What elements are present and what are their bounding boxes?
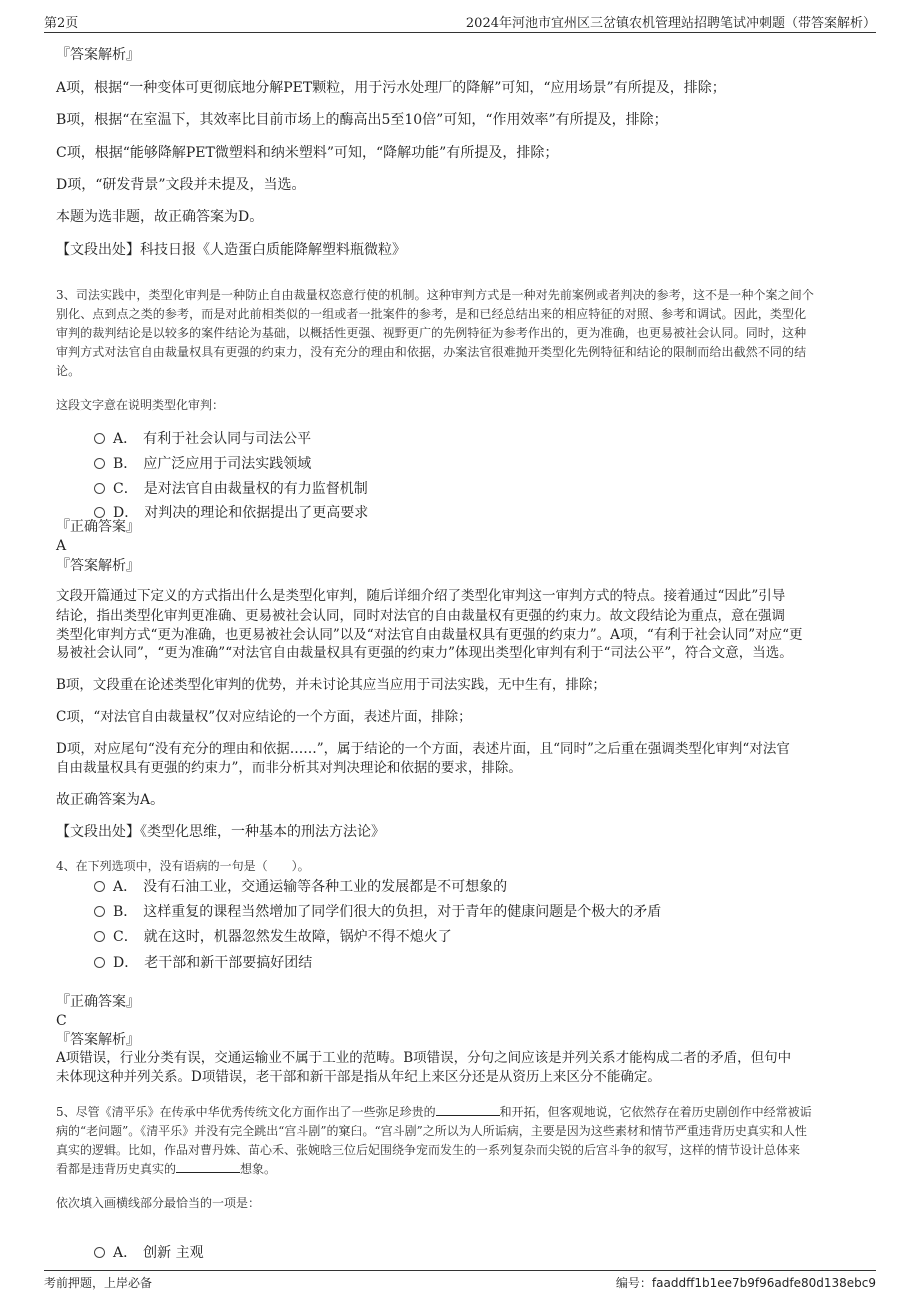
q4-question: 4、在下列选项中，没有语病的一句是（ ）。 — [56, 859, 310, 873]
radio-icon[interactable] — [94, 931, 105, 942]
q3-option-b[interactable]: B． 应广泛应用于司法实践领域 — [94, 454, 311, 474]
q5-stem-line-2: 病的“老问题”。《清平乐》并没有完全跳出“宫斗剧”的窠臼。“宫斗剧”之所以为人所诟病，主要是因为这些素材和情节严重违背历史真实和人性 — [56, 1124, 807, 1138]
q4-option-b[interactable]: B． 这样重复的课程当然增加了同学们很大的负担，对于青年的健康问题是个极大的矛盾 — [94, 902, 661, 922]
q5-stem-line-4: 看都是违背历史真实的 想象。 — [56, 1162, 277, 1176]
q2-source: 【文段出处】科技日报《人造蛋白质能降解塑料瓶微粒》 — [56, 242, 406, 258]
document-code: 编号：faaddff1b1ee7b9f96adfe80d138ebc9 — [615, 1276, 876, 1290]
q3-prompt: 这段文字意在说明类型化审判： — [56, 398, 225, 412]
radio-icon[interactable] — [94, 507, 105, 518]
radio-icon[interactable] — [94, 906, 105, 917]
q5-option-a[interactable]: A． 创新 主观 — [94, 1243, 204, 1263]
q2-analysis-label: 『答案解析』 — [56, 47, 140, 63]
q3-stem-line-1: 3、司法实践中，类型化审判是一种防止自由裁量权恣意行使的机制。这种审判方式是一种对先前案例或者判决的参考，这不是一种个案之间个 — [56, 288, 814, 302]
q5-stem-line-3: 真实的逻辑。比如，作品对曹丹姝、苗心禾、张婉晗三位后妃围绕争宠而发生的一系列复杂而尖锐的后宫斗争的叙写，这样的情节设计总体来 — [56, 1143, 801, 1157]
radio-icon[interactable] — [94, 881, 105, 892]
q3-analysis-d-line-1: D项，对应尾句“没有充分的理由和依据……”，属于结论的一个方面，表述片面，且“同时”之后重在强调类型化审判“对法官 — [56, 741, 790, 757]
q4-option-d[interactable]: D． 老干部和新干部要搞好团结 — [94, 953, 312, 973]
q3-correct-answer: A — [56, 538, 67, 554]
q3-analysis-label: 『答案解析』 — [56, 558, 140, 574]
q5-stem-line-1: 5、尽管《清平乐》在传承中华优秀传统文化方面作出了一些弥足珍贵的 和开拓，但客观地说，它依然存在着历史剧创作中经常被诟 — [56, 1105, 812, 1119]
fill-blank-2 — [176, 1160, 240, 1173]
q3-stem-line-4: 审判方式对法官自由裁量权具有更强的约束力，没有充分的理由和依据，办案法官很难抛开类型化先例特征和结论的限制而给出截然不同的结 — [56, 345, 807, 359]
q3-analysis-p1-line-1: 文段开篇通过下定义的方式指出什么是类型化审判，随后详细介绍了类型化审判这一审判方式的特点。接着通过“因此”引导 — [56, 588, 786, 604]
q3-analysis-p1-line-3: 类型化审判方式“更为准确，也更易被社会认同”以及“对法官自由裁量权具有更强的约束力”。A项，“有利于社会认同”对应“更 — [56, 627, 803, 643]
page-number: 第2页 — [44, 16, 79, 31]
q2-analysis-b: B项，根据“在室温下，其效率比目前市场上的酶高出5至10倍”可知，“作用效率”有所提及，排除； — [56, 112, 668, 128]
q4-option-a[interactable]: A． 没有石油工业，交通运输等各种工业的发展都是不可想象的 — [94, 877, 507, 897]
q3-stem-line-5: 论。 — [56, 364, 81, 378]
document-title: 2024年河池市宜州区三岔镇农机管理站招聘笔试冲刺题（带答案解析） — [465, 16, 876, 31]
q2-analysis-a: A项，根据“一种变体可更彻底地分解PET颗粒，用于污水处理厂的降解”可知，“应用场景”有所提及，排除； — [56, 80, 726, 96]
q2-analysis-d: D项，“研发背景”文段并未提及，当选。 — [56, 177, 306, 193]
q3-stem-line-2: 别化、点到点之类的参考，而是对此前相类似的一组或者一批案件的参考，是和已经总结出来的相应特征的对照、参考和调试。因此，类型化 — [56, 307, 807, 321]
radio-icon[interactable] — [94, 1247, 105, 1258]
page-header — [44, 10, 876, 33]
page-footer — [44, 1270, 876, 1291]
q3-option-a[interactable]: A． 有利于社会认同与司法公平 — [94, 429, 311, 449]
q4-analysis-line-1: A项错误，行业分类有误，交通运输业不属于工业的范畴。B项错误，分句之间应该是并列关系才能构成二者的矛盾，但句中 — [56, 1050, 792, 1066]
q3-option-c[interactable]: C． 是对法官自由裁量权的有力监督机制 — [94, 479, 368, 499]
q2-analysis-c: C项，根据“能够降解PET微塑料和纳米塑料”可知，“降解功能”有所提及，排除； — [56, 145, 559, 161]
q3-correct-label: 『正确答案』 — [56, 519, 140, 535]
radio-icon[interactable] — [94, 433, 105, 444]
q5-prompt: 依次填入画横线部分最恰当的一项是： — [56, 1196, 261, 1210]
q4-analysis-line-2: 未体现这种并列关系。D项错误，老干部和新干部是指从年纪上来区分还是从资历上来区分不能确定。 — [56, 1069, 661, 1085]
q3-analysis-c: C项，“对法官自由裁量权”仅对应结论的一个方面，表述片面，排除； — [56, 709, 472, 725]
q3-analysis-d-line-2: 自由裁量权具有更强的约束力”，而非分析其对判决理论和依据的要求，排除。 — [56, 760, 522, 776]
q3-conclusion: 故正确答案为A。 — [56, 792, 165, 808]
q4-option-c[interactable]: C． 就在这时，机器忽然发生故障，锅炉不得不熄火了 — [94, 927, 452, 947]
radio-icon[interactable] — [94, 957, 105, 968]
fill-blank-1 — [436, 1103, 500, 1116]
q3-option-d[interactable]: D． 对判决的理论和依据提出了更高要求 — [94, 503, 368, 523]
q3-analysis-p1-line-4: 易被社会认同”，“更为准确”“对法官自由裁量权具有更强的约束力”体现出类型化审判有利于“司法公平”，符合文意，当选。 — [56, 645, 793, 661]
q3-analysis-b: B项，文段重在论述类型化审判的优势，并未讨论其应当应用于司法实践，无中生有，排除； — [56, 677, 606, 693]
footer-slogan: 考前押题，上岸必备 — [44, 1276, 153, 1290]
q3-source: 【文段出处】《类型化思维，一种基本的刑法方法论》 — [56, 824, 385, 840]
q4-analysis-label: 『答案解析』 — [56, 1032, 140, 1048]
q4-correct-answer: C — [56, 1013, 67, 1029]
radio-icon[interactable] — [94, 458, 105, 469]
q3-analysis-p1-line-2: 结论，指出类型化审判更准确、更易被社会认同，同时对法官的自由裁量权有更强的约束力。故文段结论为重点，意在强调 — [56, 608, 785, 624]
q2-conclusion: 本题为选非题，故正确答案为D。 — [56, 209, 264, 225]
q3-stem-line-3: 审判的裁判结论是以较多的案件结论为基础，以概括性更强、视野更广的先例特征为参考作出的，更为准确，也更易被社会认同。同时，这种 — [56, 326, 807, 340]
radio-icon[interactable] — [94, 483, 105, 494]
q4-correct-label: 『正确答案』 — [56, 994, 140, 1010]
